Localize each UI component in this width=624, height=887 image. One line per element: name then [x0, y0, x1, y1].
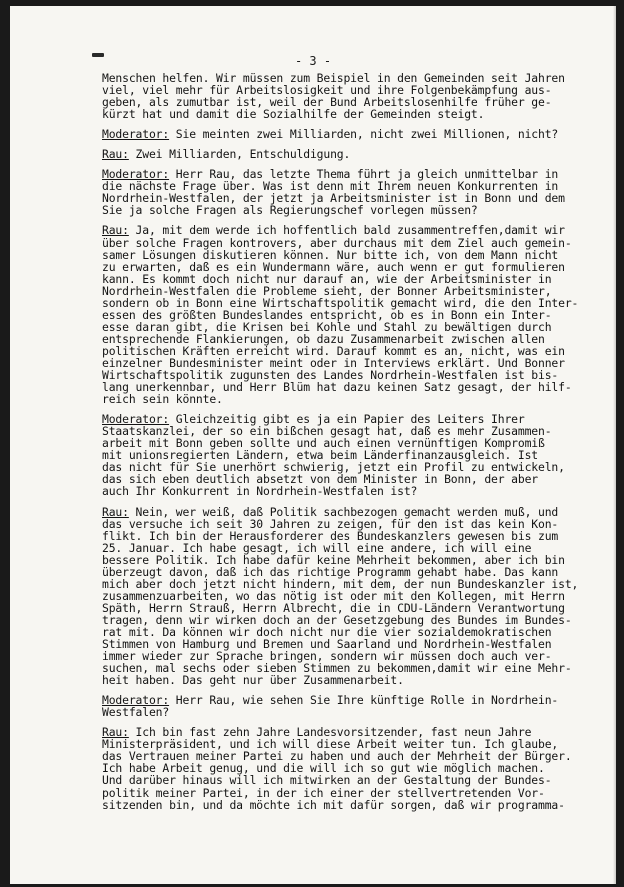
scan-edge-shadow	[613, 6, 616, 884]
transcript-paragraph	[102, 72, 612, 120]
line-text: immer wieder zur Sprache bringen, sondern wir müssen doch auch ver-	[102, 649, 552, 664]
line-text: reich sein könnte.	[102, 392, 223, 407]
line-text: über solche Fragen kontrovers, aber durchaus mit dem Ziel auch gemein-	[102, 235, 572, 250]
line-text: rat mit. Da können wir doch nicht nur die vier sozialdemokratischen	[102, 624, 552, 639]
text-line	[102, 204, 612, 216]
line-text: auch Ihr Konkurrent in Nordrhein-Westfalen ist?	[102, 484, 418, 499]
text-line	[102, 393, 612, 405]
text-line	[102, 485, 612, 497]
speaker-label: Moderator:	[102, 412, 170, 427]
line-text: politischen Kräften erreicht wird. Darauf kommt es an, nicht, was ein	[102, 343, 565, 358]
line-text: Nordrhein-Westfalen, der jetzt ja Arbeitsminister ist in Bonn und dem	[102, 191, 565, 206]
transcript-paragraph	[102, 168, 612, 216]
line-text: Stimmen von Hamburg und Bremen und Saarland und Nordrhein-Westfalen	[102, 637, 552, 652]
transcript-body	[102, 72, 612, 819]
speaker-label: Rau:	[102, 725, 129, 740]
line-text: entsprechende Flankierungen, ob dazu Zusammenarbeit zwischen allen	[102, 331, 545, 346]
line-text: Staatskanzlei, der so ein bißchen gesagt hat, daß es mehr Zusammen-	[102, 424, 552, 439]
line-text: flikt. Ich bin der Herausforderer des Bundeskanzlers gewesen bis zum	[102, 528, 559, 543]
line-text: samer Lösungen diskutieren können. Nur bitte ich, von dem Mann nicht	[102, 247, 559, 262]
document-page	[10, 6, 616, 884]
speaker-label: Rau:	[102, 504, 129, 519]
line-text: zusammenzuarbeiten, wo das nötig ist oder mit den Kollegen, mit Herrn	[102, 588, 565, 603]
line-text: essen des größten Bundeslandes entspricht, ob es in Bonn ein Inter-	[102, 307, 552, 322]
line-text: das versuche ich seit 30 Jahren zu zeigen, für den ist das kein Kon-	[102, 516, 559, 531]
line-text: das nicht für Sie unerhört schwierig, jetzt ein Profil zu entwickeln,	[102, 460, 565, 475]
line-text: Herr Rau, das letzte Thema führt ja gleich unmittelbar in	[169, 167, 559, 182]
line-text: Ich habe Arbeit genug, und die will ich so gut wie möglich machen.	[102, 761, 545, 776]
text-line	[102, 799, 612, 811]
transcript-paragraph	[102, 224, 612, 405]
line-text: Herr Rau, wie sehen Sie Ihre künftige Rolle in Nordrhein-	[169, 693, 559, 708]
line-text: Menschen helfen. Wir müssen zum Beispiel in den Gemeinden seit Jahren	[102, 71, 565, 85]
line-text: die nächste Frage über. Was ist denn mit Ihrem neuen Konkurrenten in	[102, 179, 559, 194]
line-text: einzelner Bundesminister meint oder in Interviews erklärt. Und Bonner	[102, 355, 565, 370]
line-text: Gleichzeitig gibt es ja ein Papier des Leiters Ihrer	[169, 412, 525, 427]
line-text: Sie meinten zwei Milliarden, nicht zwei Millionen, nicht?	[169, 127, 559, 142]
line-text: kann. Es kommt doch nicht nur darauf an, wie der Arbeitsminister in	[102, 271, 552, 286]
line-text: überzeugt davon, daß ich das richtige Programm gehabt habe. Das kann	[102, 564, 559, 579]
line-text: Nein, wer weiß, daß Politik sachbezogen gemacht werden muß, und	[128, 504, 559, 519]
line-text: esse daran gibt, die Krisen bei Kohle und Stahl zu bewältigen durch	[102, 319, 552, 334]
line-text: kürzt hat und damit die Sozialhilfe der Gemeinden steigt.	[102, 107, 485, 122]
transcript-paragraph	[102, 694, 612, 718]
line-text: sondern ob in Bonn eine Wirtschaftspolitik gemacht wird, die den Inter-	[102, 295, 579, 310]
text-line	[102, 108, 612, 120]
line-text: das sich eben deutlich absetzt von dem Minister in Bonn, der aber	[102, 472, 539, 487]
line-text: zu erwarten, daß es ein Wundermann wäre, auch wenn er gut formulieren	[102, 259, 565, 274]
line-text: Ich bin fast zehn Jahre Landesvorsitzender, fast neun Jahre	[128, 725, 532, 740]
line-text: politik meiner Partei, in der ich einer der stellvertretenden Vor-	[102, 785, 545, 800]
line-text: Und darüber hinaus will ich mitwirken an der Gestaltung der Bundes-	[102, 773, 552, 788]
line-text: heit haben. Das geht nur über Zusammenarbeit.	[102, 673, 404, 688]
text-line	[102, 694, 612, 706]
speaker-label: Rau:	[102, 223, 129, 238]
transcript-paragraph	[102, 413, 612, 497]
speaker-label: Moderator:	[102, 127, 170, 142]
line-text: Westfalen?	[102, 705, 170, 720]
line-text: Ja, mit dem werde ich hoffentlich bald zusammentreffen,damit wir	[128, 223, 565, 238]
transcript-paragraph	[102, 128, 612, 140]
text-line	[102, 674, 612, 686]
text-line	[102, 128, 612, 140]
line-text: Wirtschaftspolitik zugunsten des Landes Nordrhein-Westfalen ist bis-	[102, 368, 559, 383]
line-text: bessere Politik. Ich habe dafür keine Mehrheit bekommen, aber ich bin	[102, 552, 565, 567]
text-line	[102, 706, 612, 718]
speaker-label: Rau:	[102, 147, 129, 162]
transcript-paragraph	[102, 726, 612, 810]
line-text: 25. Januar. Ich habe gesagt, ich will eine andere, ich will eine	[102, 540, 532, 555]
line-text: mich aber doch jetzt nicht hindern, mit dem, der nun Bundeskanzler ist,	[102, 576, 579, 591]
line-text: geben, als zumutbar ist, weil der Bund Arbeitslosenhilfe früher ge-	[102, 95, 552, 110]
transcript-paragraph	[102, 506, 612, 687]
line-text: Nordrhein-Westfalen die Probleme sieht, der Bonner Arbeitsminister,	[102, 283, 552, 298]
line-text: Ministerpräsident, und ich will diese Arbeit weiter tun. Ich glaube,	[102, 737, 559, 752]
speaker-label: Moderator:	[102, 167, 170, 182]
line-text: tragen, denn wir wirken doch an der Gesetzgebung des Bundes im Bundes-	[102, 612, 572, 627]
page-number: - 3 -	[294, 54, 332, 68]
line-text: suchen, mal sechs oder sieben Stimmen zu bekommen,damit wir eine Mehr-	[102, 661, 572, 676]
line-text: Zwei Milliarden, Entschuldigung.	[128, 147, 351, 162]
line-text: Sie ja solche Fragen als Regierungschef vorlegen müssen?	[102, 203, 478, 218]
transcript-paragraph	[102, 148, 612, 160]
line-text: das Vertrauen meiner Partei zu haben und auch der Mehrheit der Bürger.	[102, 749, 572, 764]
line-text: arbeit mit Bonn geben sollte und auch einen vernünftigen Kompromiß	[102, 436, 545, 451]
speaker-label: Moderator:	[102, 693, 170, 708]
line-text: mit unionsregierten Ländern, etwa beim Länderfinanzausgleich. Ist	[102, 448, 539, 463]
line-text: Späth, Herrn Strauß, Herrn Albrecht, die in CDU-Ländern Verantwortung	[102, 600, 565, 615]
text-line	[102, 148, 612, 160]
line-text: sitzenden bin, und da möchte ich mit dafür sorgen, daß wir programma-	[102, 797, 565, 812]
line-text: lang unerkennbar, und Herr Blüm hat dazu keinen Satz gesagt, der hilf-	[102, 380, 572, 395]
line-text: viel, viel mehr für Arbeitslosigkeit und ihre Folgenbekämpfung aus-	[102, 83, 552, 98]
